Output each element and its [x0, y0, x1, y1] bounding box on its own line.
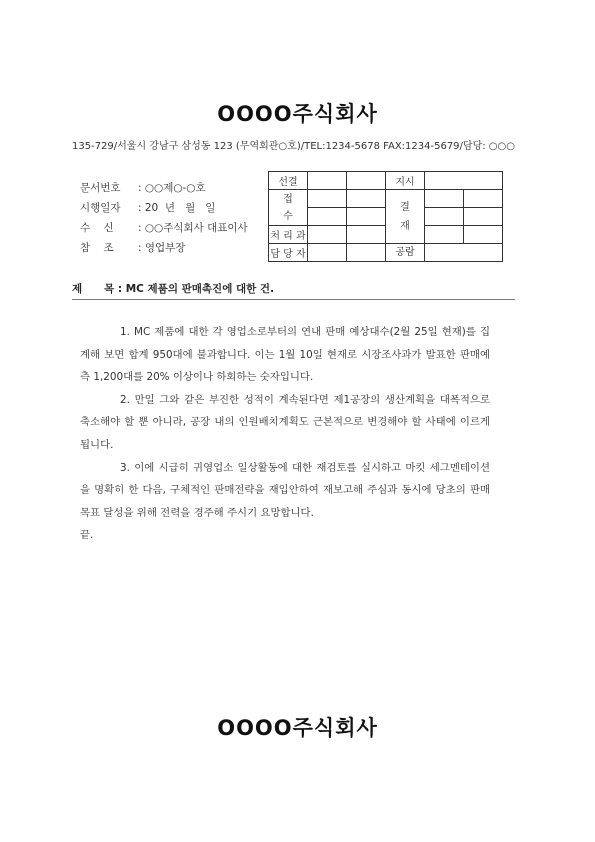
reference-value: : 영업부장 [138, 242, 186, 254]
jeopsu-cell [269, 190, 308, 226]
sign-cell [425, 190, 464, 208]
blank-cell [347, 190, 386, 208]
sign-cell [425, 226, 464, 244]
company-title: OOOO주식회사 [217, 102, 378, 126]
gyeoljae-char-2: 재 [400, 220, 410, 232]
jisi-blank [425, 172, 503, 190]
sign-cell [464, 226, 503, 244]
issue-date [80, 200, 215, 215]
reference [80, 240, 185, 255]
footer-company-name: OOOO주식회사 [217, 716, 378, 740]
seongyeol-blank [308, 172, 347, 190]
body-paragraph-2: 2. 만일 그와 같은 부진한 성적이 계속된다면 제1공장의 생산계획을 대폭적으로 축소해야 할 뿐 아니라, 공장 내의 인원배치계획도 근본적으로 변경해야 할 사태에 이르게 됩니다. [80, 393, 490, 451]
body-paragraph-3: 3. 이에 시급히 귀영업소 일상활동에 대한 재검토를 실시하고 마킷 세그멘테이션을 명확히 한 다음, 구체적인 판매전략을 재입안하여 재보고해 주심과 동시에 당초의 판매목표 달성을 위해 전력을 경주해 주시기 요망합니다. [80, 461, 490, 519]
gyeoljae-char-1: 결 [400, 201, 410, 213]
doc-number [80, 180, 206, 195]
blank-cell [347, 208, 386, 226]
issue-date-label: 시행일자 [80, 202, 121, 214]
subject-line: 제 목 : MC 제품의 판매촉진에 대한 건. [72, 283, 275, 295]
jisi-cell: 지시 [386, 172, 425, 190]
sign-cell [425, 208, 464, 226]
jeopsu-char-1: 접 [283, 193, 293, 205]
doc-number-label: 문서번호 [80, 182, 121, 194]
blank-cell [347, 172, 386, 190]
blank-cell [308, 226, 347, 244]
recipient [80, 220, 248, 235]
blank-cell [308, 244, 347, 262]
gyeoljae-cell [386, 190, 425, 244]
body-end-mark: 끝. [80, 529, 94, 542]
approval-table [268, 171, 503, 262]
jeopsu-blank-1 [308, 190, 347, 208]
gongram-char-2: 람 [405, 246, 415, 258]
company-address: 135-729/서울시 강남구 삼성동 123 (무역회관○호)/TEL:1234-5678 FAX:1234-5679/담당: ○○○ [72, 141, 515, 152]
reference-label: 참 조 [80, 242, 114, 254]
jeopsu-blank-2 [308, 208, 347, 226]
doc-number-value: : ○○제○-○호 [138, 182, 206, 194]
gongram-cell [386, 244, 425, 262]
sign-cell [464, 208, 503, 226]
body-paragraph-1: 1. MC 제품에 대한 각 영업소로부터의 연내 판매 예상대수(2월 25일 현재)를 집계해 보면 합계 950대에 불과합니다. 이는 1월 10일 현재로 시장조사과가 발표한 판매예측 1,200대를 20% 이상이나 하회하는 숫자입니다. [80, 326, 490, 384]
recipient-value: : ○○주식회사 대표이사 [138, 222, 248, 234]
cheorigwa-cell: 처 리 과 [269, 226, 308, 244]
issue-date-value: : 20 년 월 일 [138, 202, 216, 214]
blank-cell [347, 244, 386, 262]
gongram-char-1: 공 [395, 246, 405, 258]
damdangja-cell: 담 당 자 [269, 244, 308, 262]
sign-cell [464, 190, 503, 208]
subject-divider [72, 299, 515, 300]
letter-body [80, 321, 490, 547]
seongyeol-cell: 선결 [269, 172, 308, 190]
jeopsu-char-2: 수 [283, 210, 293, 222]
gongram-blank [425, 244, 503, 262]
recipient-label: 수 신 [80, 222, 114, 234]
blank-cell [347, 226, 386, 244]
